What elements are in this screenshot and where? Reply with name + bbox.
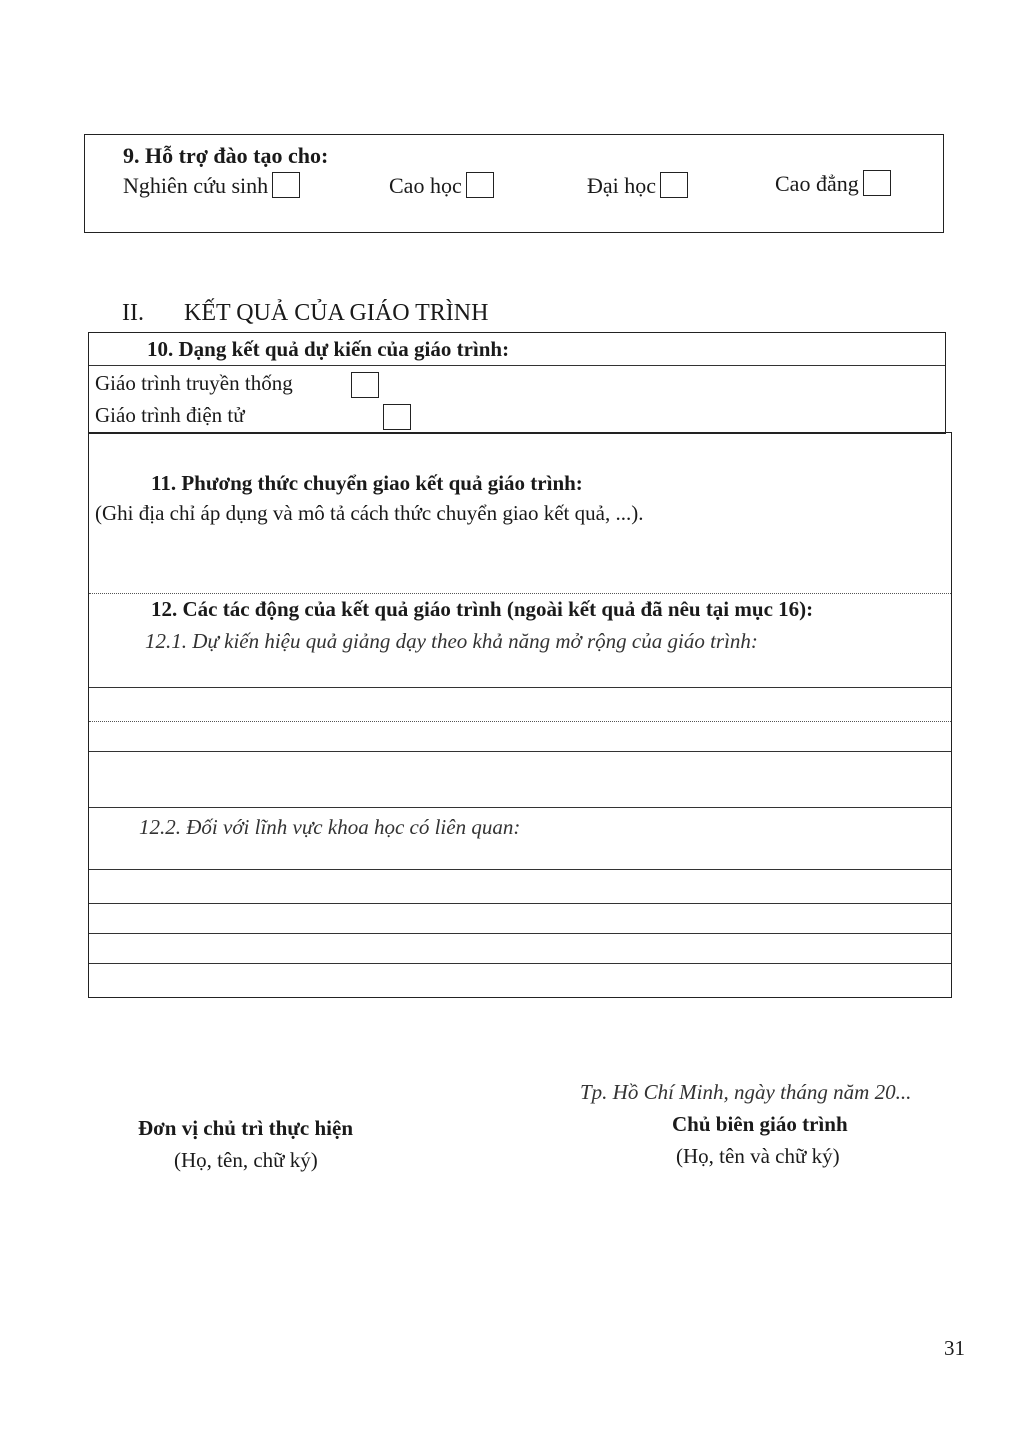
answer-line (89, 751, 951, 752)
option-electronic: Giáo trình điện tử (95, 403, 245, 427)
section2-title: KẾT QUẢ CỦA GIÁO TRÌNH (183, 300, 489, 326)
place-date: Tp. Hồ Chí Minh, ngày tháng năm 20... (580, 1080, 912, 1104)
answer-line (89, 869, 951, 870)
answer-line (89, 721, 951, 722)
answer-line (89, 687, 951, 688)
section2-number: II. (122, 300, 144, 326)
item10-title: 10. Dạng kết quả dự kiến của giáo trình: (147, 337, 510, 361)
section2-heading (122, 300, 488, 327)
answer-line (89, 933, 951, 934)
right-signer-note: (Họ, tên và chữ ký) (676, 1144, 840, 1168)
item12-sub2: 12.2. Đối với lĩnh vực khoa học có liên quan: (139, 815, 521, 839)
checkbox-traditional[interactable] (351, 372, 379, 398)
option-traditional: Giáo trình truyền thống (95, 371, 293, 395)
support-training-box (84, 134, 944, 233)
option-dai-hoc (587, 173, 688, 201)
option-cao-dang (775, 171, 891, 199)
option-cao-hoc (389, 173, 494, 201)
left-signer-title: Đơn vị chủ trì thực hiện (138, 1116, 353, 1140)
section9-title: 9. Hỗ trợ đào tạo cho: (123, 143, 329, 168)
option-nghien-cuu-sinh (123, 173, 300, 201)
checkbox[interactable] (272, 172, 300, 198)
item11-note: (Ghi địa chỉ áp dụng và mô tả cách thức chuyển giao kết quả, ...). (95, 501, 644, 525)
answer-line (89, 807, 951, 808)
option-label: Cao học (389, 173, 462, 198)
checkbox[interactable] (863, 170, 891, 196)
option-label: Đại học (587, 173, 657, 198)
right-signer-title: Chủ biên giáo trình (672, 1112, 848, 1136)
divider (89, 365, 945, 366)
left-signer-note: (Họ, tên, chữ ký) (174, 1148, 318, 1172)
item11-title: 11. Phương thức chuyển giao kết quả giáo trình: (151, 471, 583, 495)
page-number: 31 (944, 1336, 965, 1360)
checkbox[interactable] (660, 172, 688, 198)
checkbox[interactable] (466, 172, 494, 198)
option-label: Cao đẳng (775, 171, 859, 196)
dotted-divider (89, 593, 951, 594)
transfer-impact-box (88, 432, 952, 998)
item12-title: 12. Các tác động của kết quả giáo trình (ngoài kết quả đã nêu tại mục 16): (151, 597, 814, 621)
option-label: Nghiên cứu sinh (123, 173, 269, 198)
answer-line (89, 963, 951, 964)
answer-line (89, 903, 951, 904)
result-form-box (88, 332, 946, 434)
item12-sub1: 12.1. Dự kiến hiệu quả giảng dạy theo khả năng mở rộng của giáo trình: (145, 629, 758, 653)
checkbox-electronic[interactable] (383, 404, 411, 430)
